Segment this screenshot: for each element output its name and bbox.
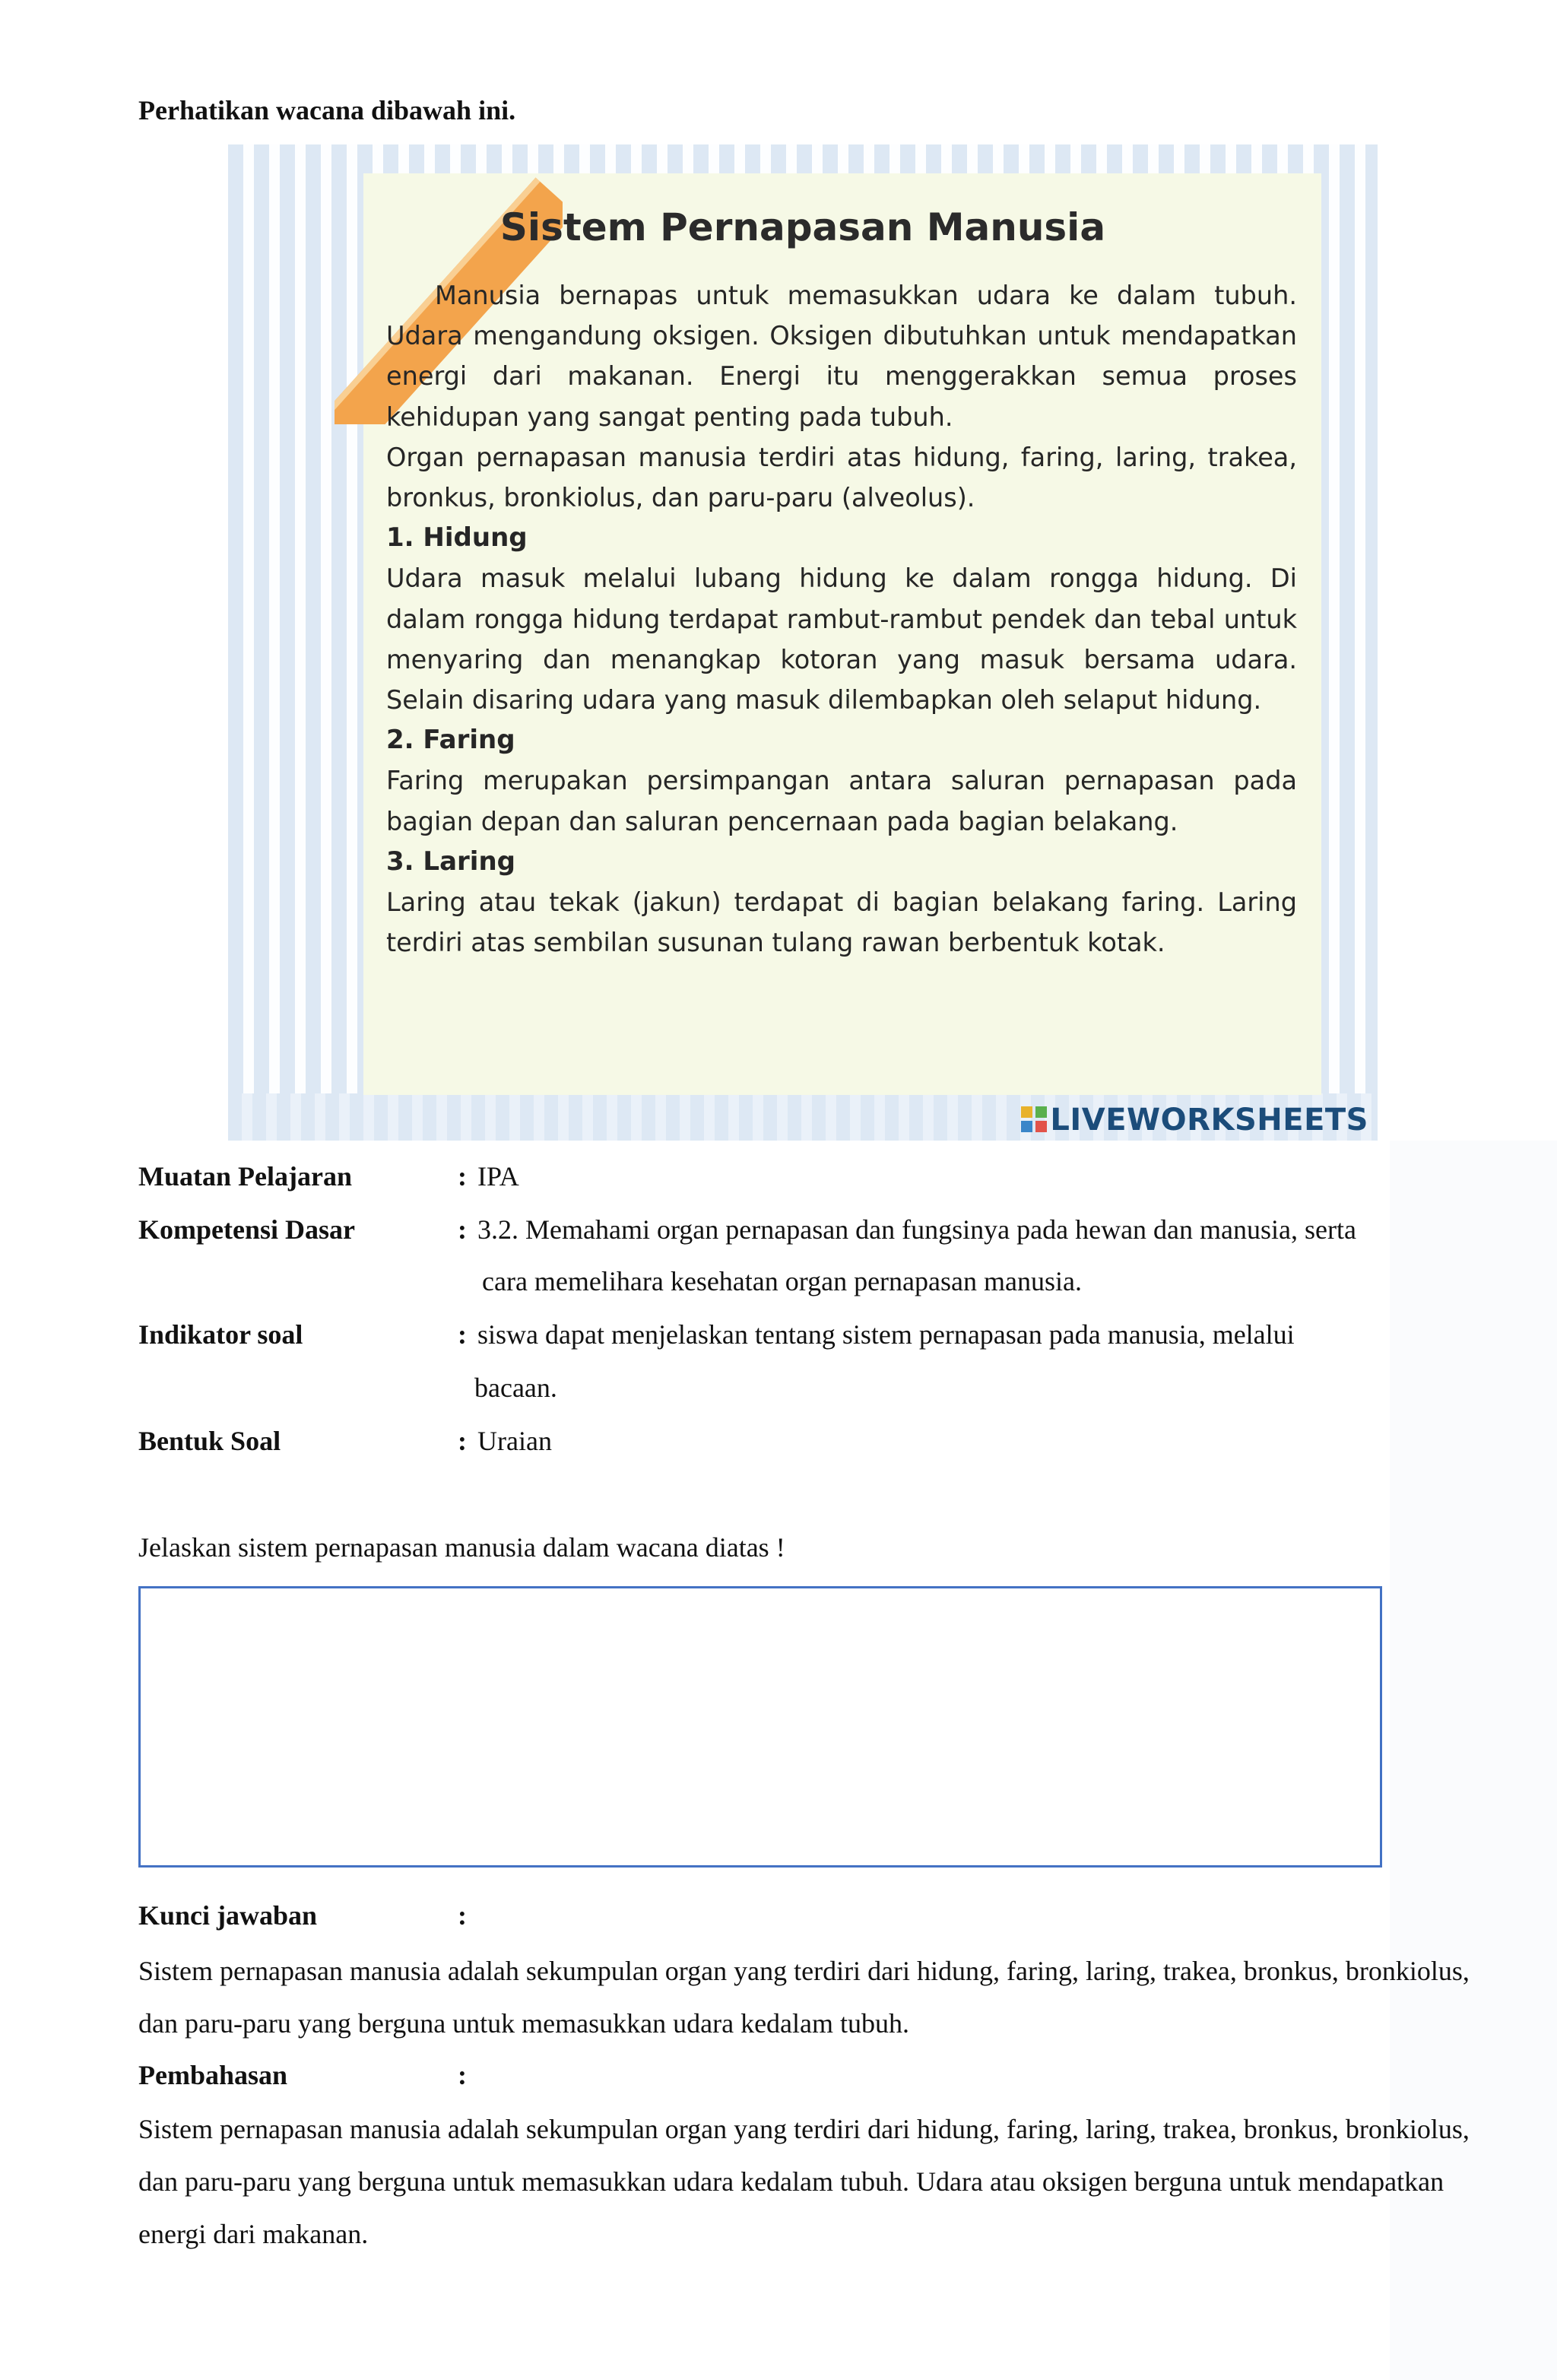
liveworksheets-logo: [1021, 1103, 1368, 1138]
meta-colon: :: [458, 1319, 467, 1350]
question-text: Jelaskan sistem pernapasan manusia dalam wacana diatas !: [138, 1532, 785, 1563]
reading-paragraph: Udara masuk melalui lubang hidung ke dalam rongga hidung. Di dalam rongga hidung terdapat rambut-rambut pendek dan tebal untuk menyaring dan menangkap kotoran yang masuk bersama udara. Selain disaring udara yang masuk dilembapkan oleh selaput hidung.: [386, 563, 1297, 716]
reading-paragraph: Laring atau tekak (jakun) terdapat di bagian belakang faring. Laring terdiri atas sembilan susunan tulang rawan berbentuk kotak.: [386, 887, 1297, 958]
meta-label: Muatan Pelajaran: [138, 1161, 352, 1192]
kunci-jawaban-label: Kunci jawaban: [138, 1900, 318, 1931]
meta-value-continued: bacaan.: [474, 1372, 557, 1403]
reading-heading-laring: 3. Laring: [386, 846, 515, 877]
answer-input-box[interactable]: [138, 1586, 1382, 1868]
intro-instruction: Perhatikan wacana dibawah ini.: [138, 95, 516, 125]
pembahasan-colon: :: [458, 2060, 467, 2090]
pembahasan-text: Sistem pernapasan manusia adalah sekumpulan organ yang terdiri dari hidung, faring, laring, trakea, bronkus, bronkiolus, dan paru-paru yang berguna untuk memasukkan udara kedalam tubuh. Udara atau oksigen berguna untuk mendapatkan energi dari makanan.: [138, 2114, 1470, 2249]
meta-colon: :: [458, 1161, 467, 1192]
meta-colon: :: [458, 1426, 467, 1456]
reading-heading-faring: 2. Faring: [386, 725, 515, 756]
reading-paragraph: Organ pernapasan manusia terdiri atas hidung, faring, laring, trakea, bronkus, bronkiolus, dan paru-paru (alveolus).: [386, 442, 1297, 513]
pembahasan-label: Pembahasan: [138, 2060, 288, 2090]
reading-body: [386, 275, 1297, 963]
reading-title: Sistem Pernapasan Manusia: [499, 205, 1106, 249]
reading-heading-hidung: 1. Hidung: [386, 522, 528, 554]
meta-value: siswa dapat menjelaskan tentang sistem pernapasan pada manusia, melalui: [477, 1319, 1295, 1350]
kunci-jawaban-colon: :: [458, 1900, 467, 1931]
meta-value: IPA: [477, 1161, 519, 1192]
liveworksheets-logo-text: LIVEWORKSHEETS: [1050, 1103, 1368, 1138]
liveworksheets-logo-icon: [1021, 1106, 1047, 1132]
kunci-jawaban-text: Sistem pernapasan manusia adalah sekumpulan organ yang terdiri dari hidung, faring, laring, trakea, bronkus, bronkiolus, dan paru-paru yang berguna untuk memasukkan udara kedalam tubuh.: [138, 1956, 1470, 2039]
meta-label: Bentuk Soal: [138, 1426, 281, 1456]
reading-paragraph: Manusia bernapas untuk memasukkan udara ke dalam tubuh. Udara mengandung oksigen. Oksigen dibutuhkan untuk mendapatkan energi dari makanan. Energi itu menggerakkan semua proses kehidupan yang sangat penting pada tubuh.: [386, 281, 1297, 432]
meta-value: Uraian: [477, 1426, 552, 1456]
meta-value: 3.2. Memahami organ pernapasan dan fungsinya pada hewan dan manusia, serta: [477, 1214, 1356, 1245]
reading-card-image: [228, 144, 1378, 1141]
meta-label: Kompetensi Dasar: [138, 1214, 355, 1245]
reading-paragraph: Faring merupakan persimpangan antara saluran pernapasan pada bagian depan dan saluran pencernaan pada bagian belakang.: [386, 766, 1297, 836]
meta-label: Indikator soal: [138, 1319, 303, 1350]
meta-value-continued: cara memelihara kesehatan organ pernapasan manusia.: [482, 1266, 1082, 1296]
meta-colon: :: [458, 1214, 467, 1245]
